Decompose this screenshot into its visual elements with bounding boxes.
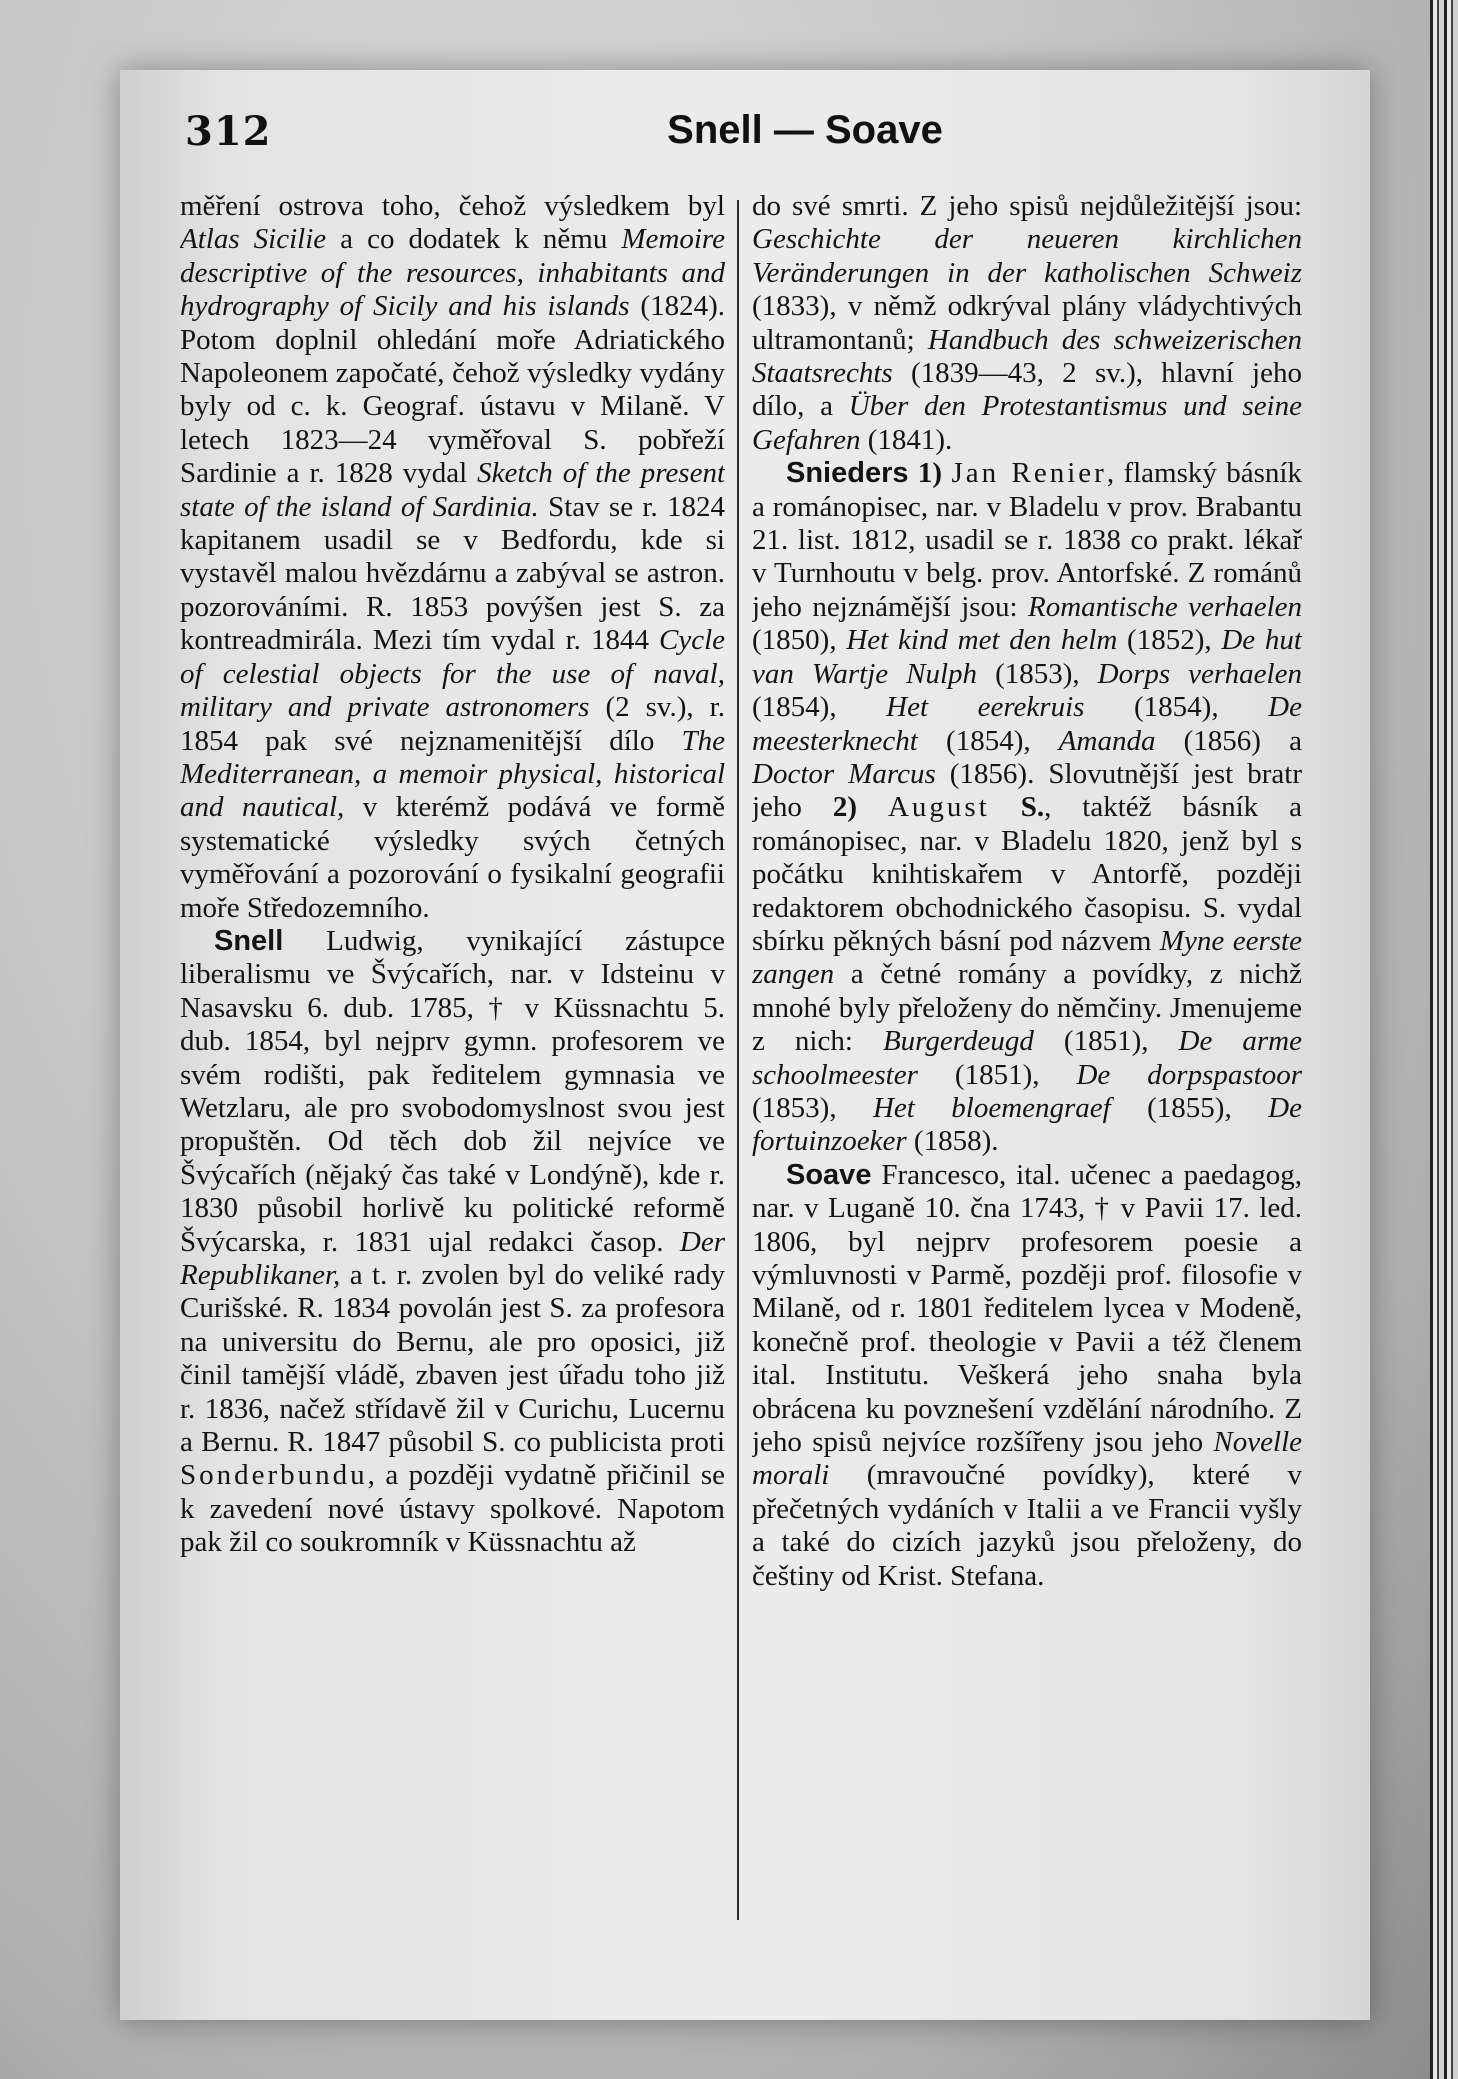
column-divider: [737, 200, 739, 1920]
page-stack-edge: [1430, 0, 1458, 2079]
headword-soave: Soave: [786, 1158, 872, 1191]
page-number: 312: [185, 108, 272, 155]
entry-soave: Soave Francesco, ital. učenec a paedagog, nar. v Luganě 10. čna 1743, † v Pavii 17. led. 1806, byl nejprv profesorem poesie a výmluvnosti v Parmě, později prof. filosofie v Milaně, od r. 1801 ředitelem lycea v Modeně, konečně prof. theologie v Pavii a též členem ital. Institutu. Veškerá jeho snaha byla obrácena ku povznešení vzdělání národního. Z jeho spisů nejvíce rozšířeny jsou jeho Novelle morali (mravoučné povídky), které v přečetných vydáních v Italii a ve Francii vyšly a také do cizích jazyků jsou přeloženy, do češtiny od Krist. Stefana.: [752, 1158, 1302, 1592]
headword-snell: Snell: [214, 924, 284, 957]
running-title: Snell — Soave: [667, 108, 943, 152]
entry-snell-continuation: do své smrti. Z jeho spisů nejdůležitější jsou: Geschichte der neueren kirchlichen Veränderungen in der katholischen Schweiz (1833), v němž odkrýval plány vládychtivých ultramontanů; Handbuch des schweizerischen Staatsrechts (1839—43, 2 sv.), hlavní jeho dílo, a Über den Protestantismus und seine Gefahren (1841).: [752, 190, 1302, 456]
entry-continuation: měření ostrova toho, čehož výsledkem byl Atlas Sicilie a co dodatek k němu Memoire descriptive of the resources, inhabitants and hydrography of Sicily and his islands (1824). Potom doplnil ohledání moře Adriatického Napoleonem započaté, čehož výsledky vydány byly od c. k. Geograf. ústavu v Milaně. V letech 1823—24 vyměřoval S. pobřeží Sardinie a r. 1828 vydal Sketch of the present state of the island of Sardinia. Stav se r. 1824 kapitanem usadil se v Bedfordu, kde si vystavěl malou hvězdárnu a zabýval se astron. pozorováními. R. 1853 povýšen jest S. za kontreadmirála. Mezi tím vydal r. 1844 Cycle of celestial objects for the use of naval, military and private astronomers (2 sv.), r. 1854 pak své nejznamenitější dílo The Mediterranean, a memoir physical, historical and nautical, v kterémž podává ve formě systematické výsledky svých četných vyměřování a pozorování o fysikalní geografii moře Středozemního.: [180, 190, 725, 924]
right-column: [752, 190, 1302, 1950]
left-column: [180, 190, 725, 1950]
headword-snieders: Snieders: [786, 457, 909, 490]
entry-snell: Snell Ludwig, vynikající zástupce liberalismu ve Švýcařích, nar. v Idsteinu v Nasavsku 6. dub. 1785, † v Küssnachtu 5. dub. 1854, byl nejprv gymn. profesorem ve svém rodišti, pak ředitelem gymnasia ve Wetzlaru, ale pro svobodomyslnost svou jest propuštěn. Od těch dob žil nejvíce ve Švýcařích (nějaký čas také v Londýně), kde r. 1830 působil horlivě ku politické reformě Švýcarska, r. 1831 ujal redakci časop. Der Republikaner, a t. r. zvolen byl do veliké rady Curišské. R. 1834 povolán jest S. za profesora na universitu do Bernu, ale pro oposici, již činil tamější vládě, zbaven jest úřadu toho již r. 1836, načež střídavě žil v Curichu, Lucernu a Bernu. R. 1847 působil S. co publicista proti Sonderbundu, a později vydatně přičinil se k zavedení nové ústavy spolkové. Napotom pak žil co soukromník v Küssnachtu až: [180, 924, 725, 1559]
page-header: [185, 108, 1315, 168]
entry-snieders: Snieders 1) Jan Renier, flamský básník a románopisec, nar. v Bladelu v prov. Brabantu 21. list. 1812, usadil se r. 1838 co prakt. lékař v Turnhoutu v belg. prov. Antorfské. Z románů jeho nejznámější jsou: Romantische verhaelen (1850), Het kind met den helm (1852), De hut van Wartje Nulph (1853), Dorps verhaelen (1854), Het eerekruis (1854), De meesterknecht (1854), Amanda (1856) a Doctor Marcus (1856). Slovutnější jest bratr jeho 2) August S., taktéž básník a románopisec, nar. v Bladelu 1820, jenž byl s počátku knihtiskařem v Antorfě, později redaktorem obchodnického časopisu. S. vydal sbírku pěkných básní pod názvem Myne eerste zangen a četné romány a povídky, z nichž mnohé byly přeloženy do němčiny. Jmenujeme z nich: Burgerdeugd (1851), De arme schoolmeester (1851), De dorpspastoor (1853), Het bloemengraef (1855), De fortuinzoeker (1858).: [752, 457, 1302, 1158]
